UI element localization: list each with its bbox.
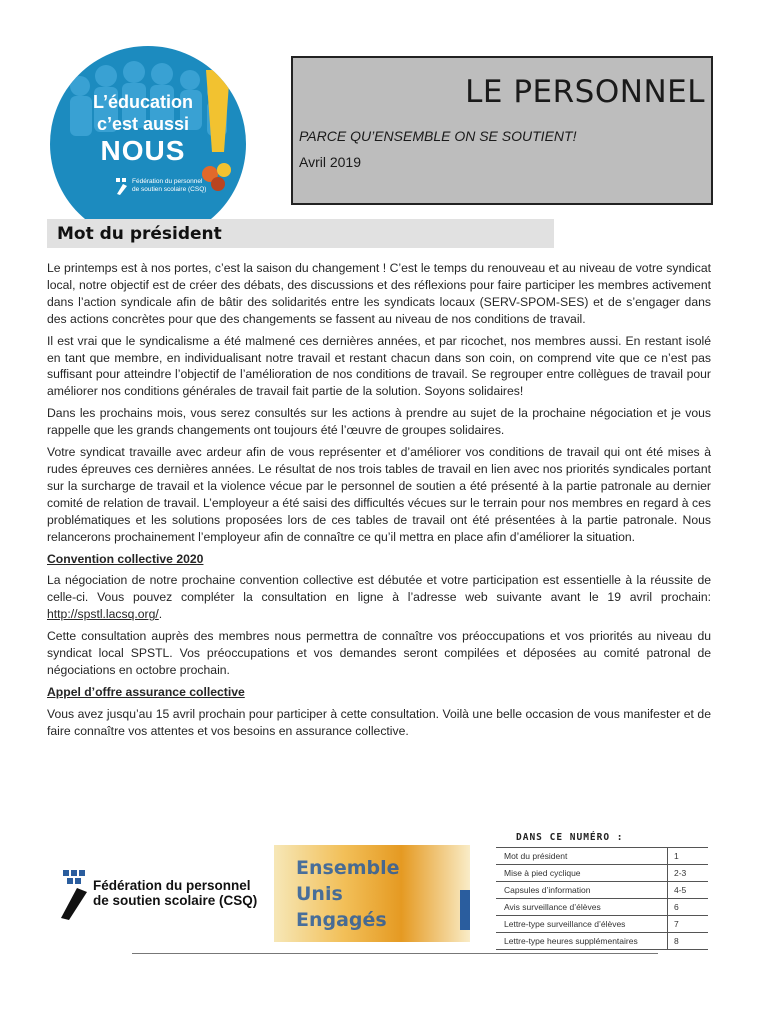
article-body bbox=[47, 260, 711, 745]
paragraph: Cette consultation auprès des membres nous permettra de connaître vos préoccupations et vos priorités au niveau du syndicat local SPSTL. Vos préoccupations et vos demandes seront compilées et déposées au comité patronal de négociations en octobre prochain. bbox=[47, 629, 711, 677]
logo-text-line1: L’éducation bbox=[92, 92, 193, 112]
toc-page-number: 6 bbox=[668, 899, 709, 916]
toc-label: Avis surveillance d’élèves bbox=[496, 899, 668, 916]
toc-label: Lettre-type heures supplémentaires bbox=[496, 933, 668, 950]
newsletter-title: LE PERSONNEL bbox=[465, 74, 705, 110]
subheading-insurance: Appel d’offre assurance collective bbox=[47, 684, 245, 699]
paragraph: Votre syndicat travaille avec ardeur afin de vous représenter et d’améliorer vos conditions de travail qui ont été mises à rudes épreuves ces dernières années. Le résultat de nos trois tables de travail en lien avec nos priorités syndicales portant sur la surcharge de travail et la violence vécue par le personnel de soutien a été présenté à la partie patronale au dernier comité de relation de travail. L’employeur a été saisi des difficultés vécues sur le terrain pour nos membres en regard à ces problématiques et les solutions proposées lors de ces tables de travail ont été présentées à la partie patronale. Nous relancerons prochainement l’employeur afin de connaître ce qu’il mettra en place afin d’améliorer la situation. bbox=[47, 445, 711, 544]
toc-title: DANS CE NUMÉRO : bbox=[516, 832, 624, 843]
toc-row bbox=[496, 882, 708, 899]
table-of-contents bbox=[496, 847, 708, 950]
toc-label: Lettre-type surveillance d’élèves bbox=[496, 916, 668, 933]
newsletter-subtitle: PARCE QU’ENSEMBLE ON SE SOUTIENT! bbox=[299, 128, 577, 144]
newsletter-header bbox=[291, 56, 713, 205]
toc-label: Mise à pied cyclique bbox=[496, 865, 668, 882]
ensemble-poster-image bbox=[274, 845, 470, 942]
logo-federation-text: Fédération du personnel de soutien scolaire (CSQ) bbox=[132, 178, 207, 193]
consultation-link[interactable]: http://spstl.lacsq.org/ bbox=[47, 607, 159, 622]
paragraph: Il est vrai que le syndicalisme a été malmené ces dernières années, et par ricochet, nos membres aussi. En restant isolé en tant que membre, en individualisant notre travail et restant chacun dans son coin, on comprend vite que ce n’est pas suffisant pour atteindre l’objectif de l’amélioration de nos conditions de travail. Se regrouper entre collègues de travail pour améliorer nos conditions générales de travail fait partie de la solution. Soyons solidaires! bbox=[47, 333, 711, 399]
paragraph: Vous avez jusqu’au 15 avril prochain pour participer à cette consultation. Voilà une belle occasion de vous manifester et de faire connaître vos attentes et vos besoins en assurance collective. bbox=[47, 706, 711, 738]
campaign-logo bbox=[50, 46, 246, 242]
toc-row bbox=[496, 899, 708, 916]
logo-text-line2: c’est aussi bbox=[96, 114, 190, 134]
subheading-convention: Convention collective 2020 bbox=[47, 551, 204, 566]
federation-logo-text: Fédération du personnel de soutien scolaire (CSQ) bbox=[93, 878, 258, 908]
toc-row bbox=[496, 933, 708, 950]
poster-accent bbox=[460, 890, 470, 930]
toc-page-number: 8 bbox=[668, 933, 709, 950]
toc-row bbox=[496, 848, 708, 865]
poster-word-3: Engagés bbox=[296, 909, 387, 931]
paragraph: Dans les prochains mois, vous serez consultés sur les actions à prendre au sujet de la prochaine négociation et je vous rappelle que les grands changements ont toujours été l’œuvre de groupes solidaires. bbox=[47, 406, 711, 438]
paragraph: Le printemps est à nos portes, c’est la saison du changement ! C’est le temps du renouveau et au niveau de votre syndicat local, notre objectif est de créer des débats, des discussions et des réflexions pour faire participer les membres activement dans l’action syndicale afin de bâtir des solidarités entre les syndicats locaux (SERV-SPOM-SES) et de s’engager dans des actions concrètes pour que des changements se fassent au niveau de nos conditions de travail. bbox=[47, 261, 711, 326]
toc-label: Mot du président bbox=[496, 848, 668, 865]
toc-page-number: 2-3 bbox=[668, 865, 709, 882]
section-title: Mot du président bbox=[57, 224, 222, 244]
toc-page-number: 1 bbox=[668, 848, 709, 865]
toc-row bbox=[496, 865, 708, 882]
toc-page-number: 7 bbox=[668, 916, 709, 933]
section-heading-bar bbox=[47, 219, 554, 248]
poster-word-1: Ensemble bbox=[296, 857, 400, 879]
toc-page-number: 4-5 bbox=[668, 882, 709, 899]
logo-text-line3: NOUS bbox=[100, 135, 186, 166]
footer-divider bbox=[132, 953, 658, 954]
federation-mark-icon bbox=[114, 176, 130, 196]
poster-word-2: Unis bbox=[296, 883, 343, 905]
toc-label: Capsules d’information bbox=[496, 882, 668, 899]
toc-row bbox=[496, 916, 708, 933]
newsletter-date: Avril 2019 bbox=[299, 154, 362, 170]
paragraph-with-link: La négociation de notre prochaine convention collective est débutée et votre participation est essentielle à la réussite de celle-ci. Vous pouvez compléter la consultation en ligne à l’adresse web suivante avant le 19 avril prochain: http://spstl.lacsq.org/. bbox=[47, 573, 711, 622]
federation-logo-icon bbox=[57, 866, 91, 922]
